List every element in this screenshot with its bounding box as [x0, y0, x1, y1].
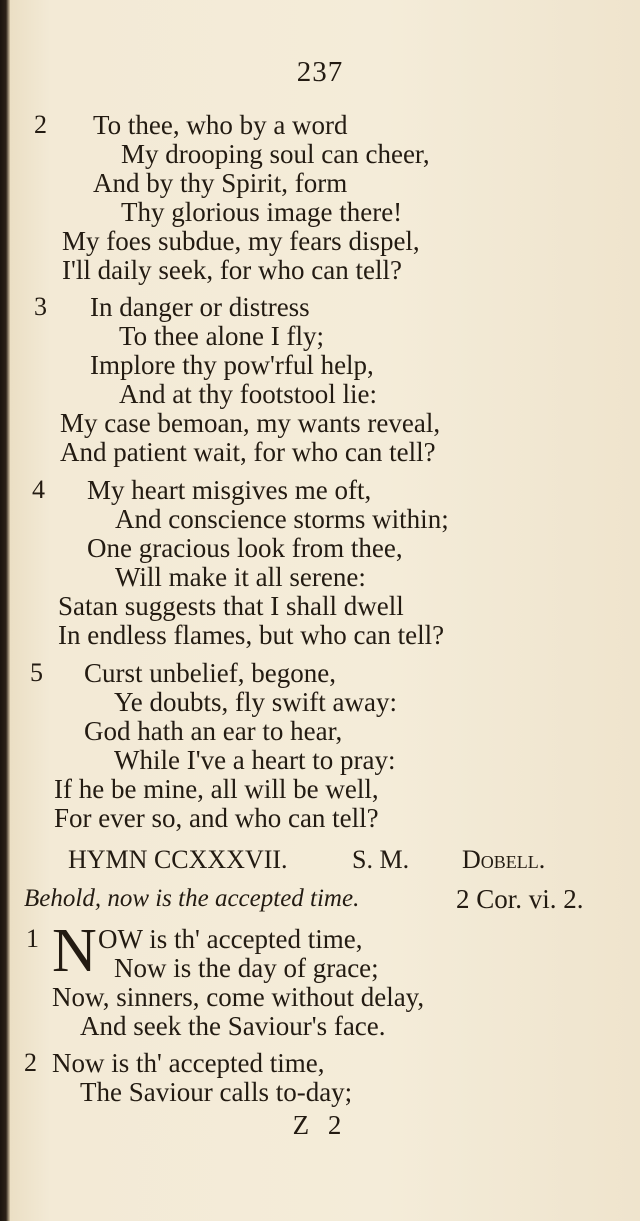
verse-line: Satan suggests that I shall dwell: [58, 591, 404, 621]
verse-line: To thee, who by a word: [93, 110, 348, 140]
verse-line: And at thy footstool lie:: [119, 379, 377, 409]
verse-number: 2: [24, 1048, 37, 1077]
verse-line: And conscience storms within;: [115, 504, 449, 534]
verse-number: 2: [34, 110, 47, 139]
hymn-epigraph: Behold, now is the accepted time.: [24, 885, 360, 912]
verse-line: My heart misgives me oft,: [87, 475, 372, 505]
hymn-title: HYMN CCXXXVII.: [68, 845, 288, 874]
verse-number: 4: [32, 475, 45, 504]
verse-line: One gracious look from thee,: [87, 533, 403, 563]
verse-line: And patient wait, for who can tell?: [60, 437, 436, 467]
binding-edge: [0, 0, 10, 1221]
verse-line: Now is th' accepted time,: [52, 1048, 325, 1078]
verse-line: Implore thy pow'rful help,: [90, 350, 374, 380]
verse-line: In endless flames, but who can tell?: [58, 620, 445, 650]
verse-line: The Saviour calls to-day;: [80, 1077, 353, 1107]
hymn-meter: S. M.: [352, 845, 410, 874]
verse-line: OW is th' accepted time,: [98, 924, 363, 954]
verse-line: Ye doubts, fly swift away:: [114, 687, 397, 717]
verse-line: For ever so, and who can tell?: [54, 803, 379, 833]
verse-line: While I've a heart to pray:: [114, 745, 396, 775]
verse-line: My foes subdue, my fears dispel,: [62, 226, 420, 256]
verse-line: Now is the day of grace;: [114, 953, 379, 983]
verse-number: 5: [30, 658, 43, 687]
verse-line: In danger or distress: [90, 292, 310, 322]
page-number: 237: [296, 56, 344, 88]
signature-mark: Z 2: [292, 1110, 348, 1140]
verse-line: I'll daily seek, for who can tell?: [62, 255, 402, 285]
scripture-reference: 2 Cor. vi. 2.: [456, 884, 584, 914]
verse-line: Now, sinners, come without delay,: [52, 982, 425, 1012]
verse-line: Will make it all serene:: [115, 562, 366, 592]
verse-line: If he be mine, all will be well,: [54, 774, 379, 804]
verse-line: To thee alone I fly;: [119, 321, 325, 351]
verse-line: Curst unbelief, begone,: [84, 658, 336, 688]
hymn-author: Dobell.: [462, 845, 546, 874]
verse-line: And seek the Saviour's face.: [80, 1011, 386, 1041]
verse-line: God hath an ear to hear,: [84, 716, 343, 746]
verse-line: My drooping soul can cheer,: [121, 139, 430, 169]
verse-number: 1: [26, 924, 39, 953]
verse-number: 3: [34, 292, 47, 321]
verse-line: My case bemoan, my wants reveal,: [60, 408, 441, 438]
drop-cap: N: [52, 917, 97, 985]
verse-line: And by thy Spirit, form: [93, 168, 348, 198]
verse-line: Thy glorious image there!: [121, 197, 403, 227]
